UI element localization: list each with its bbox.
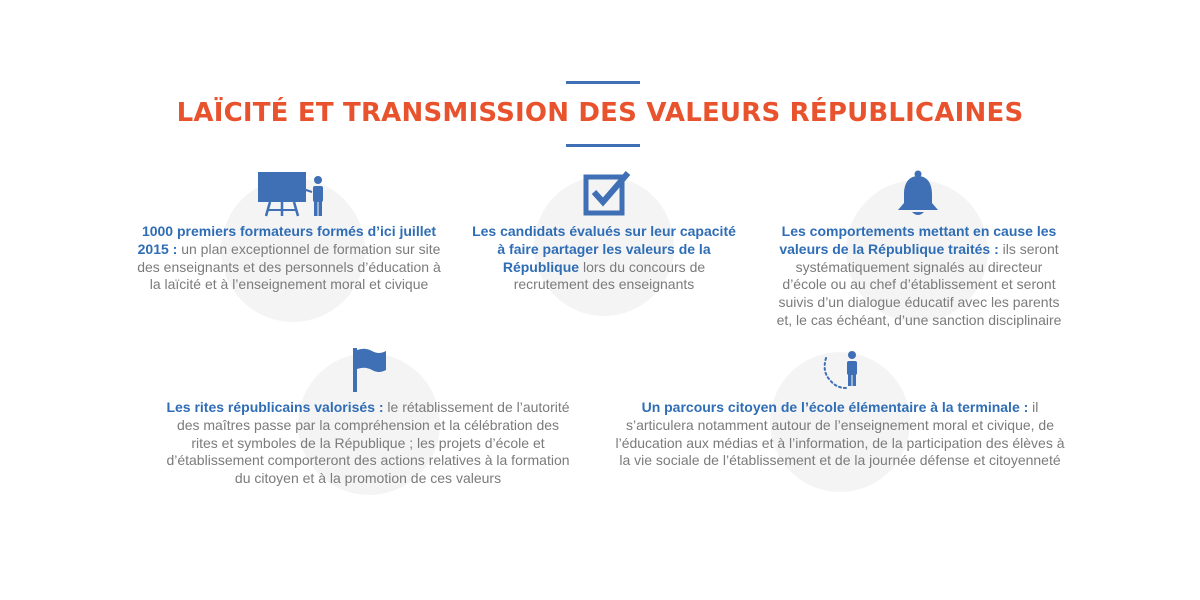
item-parcours-body: il s’articulera notamment autour de l’enseignement moral et civique, de l’éducation aux médias et à l’information, de la participation des élèves à la vie sociale de l’établissement et de la journée défense et citoyenneté <box>615 399 1065 469</box>
title-rule-bottom <box>566 144 640 147</box>
item-comportements <box>772 223 1066 330</box>
item-formateurs-body: un plan exceptionnel de formation sur site des enseignants et des personnels d’éducation à la laïcité et à l’enseignement moral et civique <box>137 240 441 293</box>
item-candidats <box>470 223 738 294</box>
title-rule-top <box>566 81 640 84</box>
item-comportements-body: ils seront systématiquement signalés au directeur d’école ou au chef d’établissement et seront suivis d’un dialogue éducatif avec les parents et, le cas échéant, d’une sanction disciplinaire <box>776 240 1062 328</box>
item-candidats-body: lors du concours de recrutement des enseignants <box>513 258 706 293</box>
person-path-icon <box>818 350 866 394</box>
item-parcours-highlight: Un parcours citoyen de l’école élémentaire à la terminale : <box>641 399 1029 415</box>
flag-icon <box>350 346 390 394</box>
item-rites-body: le rétablissement de l’autorité des maîtres passe par la compréhension et la célébration des rites et symboles de la République ; les projets d’école et d’établissement comporteront des actions relatives à la formation du citoyen et à la promotion de ces valeurs <box>166 399 570 487</box>
item-formateurs-highlight: 1000 premiers formateurs formés d’ici juillet 2015 : <box>137 223 437 257</box>
item-rites-highlight: Les rites républicains valorisés : <box>166 399 384 415</box>
item-parcours <box>612 399 1068 470</box>
page-title: LAÏCITÉ ET TRANSMISSION DES VALEURS RÉPUBLICAINES <box>176 98 1024 128</box>
checkbox-icon <box>583 170 633 216</box>
teacher-board-icon <box>256 170 328 218</box>
item-rites <box>162 399 574 488</box>
item-candidats-highlight: Les candidats évalués sur leur capacité à faire partager les valeurs de la République <box>472 223 736 275</box>
item-comportements-highlight: Les comportements mettant en cause les valeurs de la République traités : <box>779 223 1057 257</box>
item-formateurs <box>134 223 444 294</box>
bell-icon <box>895 170 941 218</box>
